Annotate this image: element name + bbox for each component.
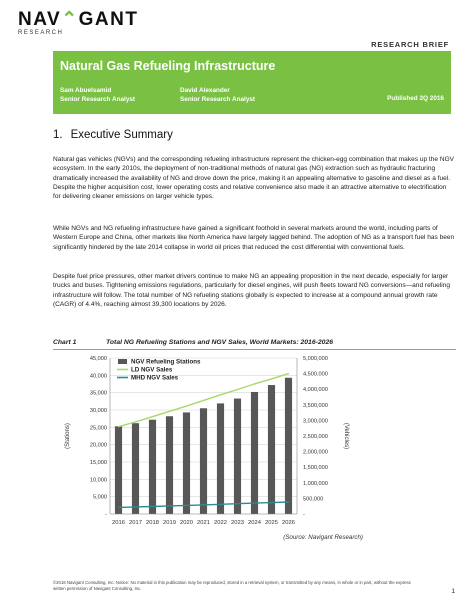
copyright-footer: ©2016 Navigant Consulting, Inc. Notice: No material in this publication may be reproduced, stored in a retrieval system, or transmitted by any means, in whole or in part, without the express written permission of Navigant Consulting, Inc. <box>53 580 411 591</box>
logo-subtitle: RESEARCH <box>18 30 64 36</box>
x-tick-label: 2020 <box>180 520 193 526</box>
y2-tick-label: 5,000,000 <box>303 356 328 362</box>
series-point <box>203 400 204 401</box>
y2-tick-label: 4,000,000 <box>303 387 328 394</box>
chart-divider <box>53 349 456 350</box>
bar-stations <box>234 399 241 514</box>
series-point <box>152 416 153 417</box>
published-date: Published 2Q 2016 <box>387 95 444 102</box>
y-tick-label: 40,000 <box>89 373 107 380</box>
y-tick-label: 35,000 <box>89 390 107 397</box>
x-tick-label: 2016 <box>112 520 125 526</box>
series-point <box>135 506 136 507</box>
bar-stations <box>285 378 292 514</box>
y2-tick-label: 2,000,000 <box>303 449 328 456</box>
author-2-name: David Alexander <box>180 87 230 94</box>
bar-stations <box>217 403 224 514</box>
report-title: Natural Gas Refueling Infrastructure <box>60 59 276 73</box>
legend-label: NGV Refueling Stations <box>131 358 201 366</box>
author-1-name: Sam Abuelsamid <box>60 87 112 94</box>
bar-stations <box>132 423 139 514</box>
bar-stations <box>166 416 173 514</box>
bar-stations <box>115 426 122 514</box>
series-point <box>288 373 289 374</box>
y-tick-label: - <box>105 512 107 518</box>
series-point <box>237 389 238 390</box>
y-tick-label: 45,000 <box>89 356 107 362</box>
y-axis-title: (Stations) <box>65 423 71 449</box>
author-1-role: Senior Research Analyst <box>60 96 136 103</box>
x-tick-label: 2026 <box>282 520 295 526</box>
navigant-logo <box>18 10 138 36</box>
chart-caption <box>53 339 456 346</box>
y2-tick-label: 2,500,000 <box>303 434 328 440</box>
author-1 <box>60 86 135 104</box>
series-point <box>254 383 255 384</box>
y2-tick-label: 3,000,000 <box>303 418 328 425</box>
x-tick-label: 2017 <box>129 520 142 526</box>
legend-label: MHD NGV Sales <box>131 374 179 382</box>
series-point <box>220 504 221 505</box>
bar-stations <box>251 392 258 514</box>
series-point <box>254 502 255 503</box>
legend-swatch <box>118 359 127 364</box>
legend-label: LD NGV Sales <box>131 366 173 374</box>
chart-number: Chart 1 <box>53 339 77 346</box>
y2-tick-label: - <box>303 512 305 518</box>
paragraph-2: While NGVs and NG refueling infrastructure have gained a significant foothold in several markets around the world, including parts of Western Europe and China, other markets like North America have largely lagged behind. The adoption of NG as a transport fuel has been significantly hindered by the late 2014 collapse in world oil prices that reduced the cost differential with conventional fuels. <box>53 225 455 251</box>
series-point <box>118 426 119 427</box>
series-point <box>271 502 272 503</box>
section-number: 1. <box>53 129 63 141</box>
stations-sales-chart <box>53 352 353 534</box>
series-point <box>288 501 289 502</box>
page-number: 1 <box>451 588 455 595</box>
bar-stations <box>200 408 207 514</box>
y-tick-label: 5,000 <box>93 494 107 501</box>
y2-tick-label: 1,000,000 <box>303 480 328 487</box>
series-point <box>169 505 170 506</box>
y2-axis-title: (Vehicles) <box>343 422 349 450</box>
x-tick-label: 2025 <box>265 520 278 526</box>
paragraph-1: Natural gas vehicles (NGVs) and the corresponding refueling infrastructure represent the chicken-egg combination that makes up the NGV ecosystem. In the early 2010s, the deployment of non-traditional methods of natural gas (NG) extraction such as hydraulic fracturing dramatically increased the availability of NG and drove down the price, making it an appealing alternative to gasoline and diesel as a fuel. Despite the higher acquisition cost, lower operating costs and relative convenience also made it an attractive alternative to electrification for delivering cleaner emissions on larger vehicle types. <box>53 156 455 201</box>
series-point <box>135 421 136 422</box>
y2-tick-label: 500,000 <box>303 496 324 503</box>
series-point <box>203 504 204 505</box>
y-tick-label: 20,000 <box>89 442 107 449</box>
x-tick-label: 2018 <box>146 520 159 526</box>
logo-wordmark: NAV⌃GANT <box>18 9 139 30</box>
bar-stations <box>149 420 156 514</box>
series-point <box>186 405 187 406</box>
x-tick-label: 2019 <box>163 520 176 526</box>
series-point <box>220 394 221 395</box>
logo-mark-icon: ⌃ <box>61 9 79 30</box>
section-heading <box>53 129 173 141</box>
y-tick-label: 10,000 <box>89 477 107 484</box>
y2-tick-label: 3,500,000 <box>303 402 328 409</box>
series-point <box>118 507 119 508</box>
y2-tick-label: 1,500,000 <box>303 465 328 472</box>
author-2-role: Senior Research Analyst <box>180 96 256 103</box>
y2-tick-label: 4,500,000 <box>303 371 328 378</box>
paragraph-3: Despite fuel price pressures, other market drivers continue to make NG an appealing proposition in the next decade, especially for larger trucks and buses. Tightening emissions regulations, particularly for diesel engines, will push fleets toward NG conversions—and refueling infrastructure will follow. The total number of NG refueling stations globally is expected to increase at a compound annual growth rate (CAGR) of 4.4%, reaching almost 39,300 locations by 2026. <box>53 273 451 308</box>
y-tick-label: 25,000 <box>89 425 107 432</box>
x-tick-label: 2023 <box>231 520 244 526</box>
series-point <box>169 411 170 412</box>
chart-title: Total NG Refueling Stations and NGV Sales, World Markets: 2016-2026 <box>106 339 334 346</box>
series-point <box>152 506 153 507</box>
series-point <box>271 378 272 379</box>
bar-stations <box>268 385 275 514</box>
x-tick-label: 2024 <box>248 520 261 526</box>
x-tick-label: 2021 <box>197 520 210 526</box>
section-title: Executive Summary <box>70 129 173 141</box>
x-tick-label: 2022 <box>214 520 227 526</box>
chart-source: (Source: Navigant Research) <box>283 534 363 541</box>
author-2 <box>180 86 255 104</box>
bar-stations <box>183 412 190 514</box>
document-type: RESEARCH BRIEF <box>371 40 449 49</box>
y-tick-label: 15,000 <box>89 460 107 466</box>
series-point <box>237 503 238 504</box>
title-banner <box>53 51 451 114</box>
y-tick-label: 30,000 <box>89 408 107 414</box>
series-point <box>186 505 187 506</box>
